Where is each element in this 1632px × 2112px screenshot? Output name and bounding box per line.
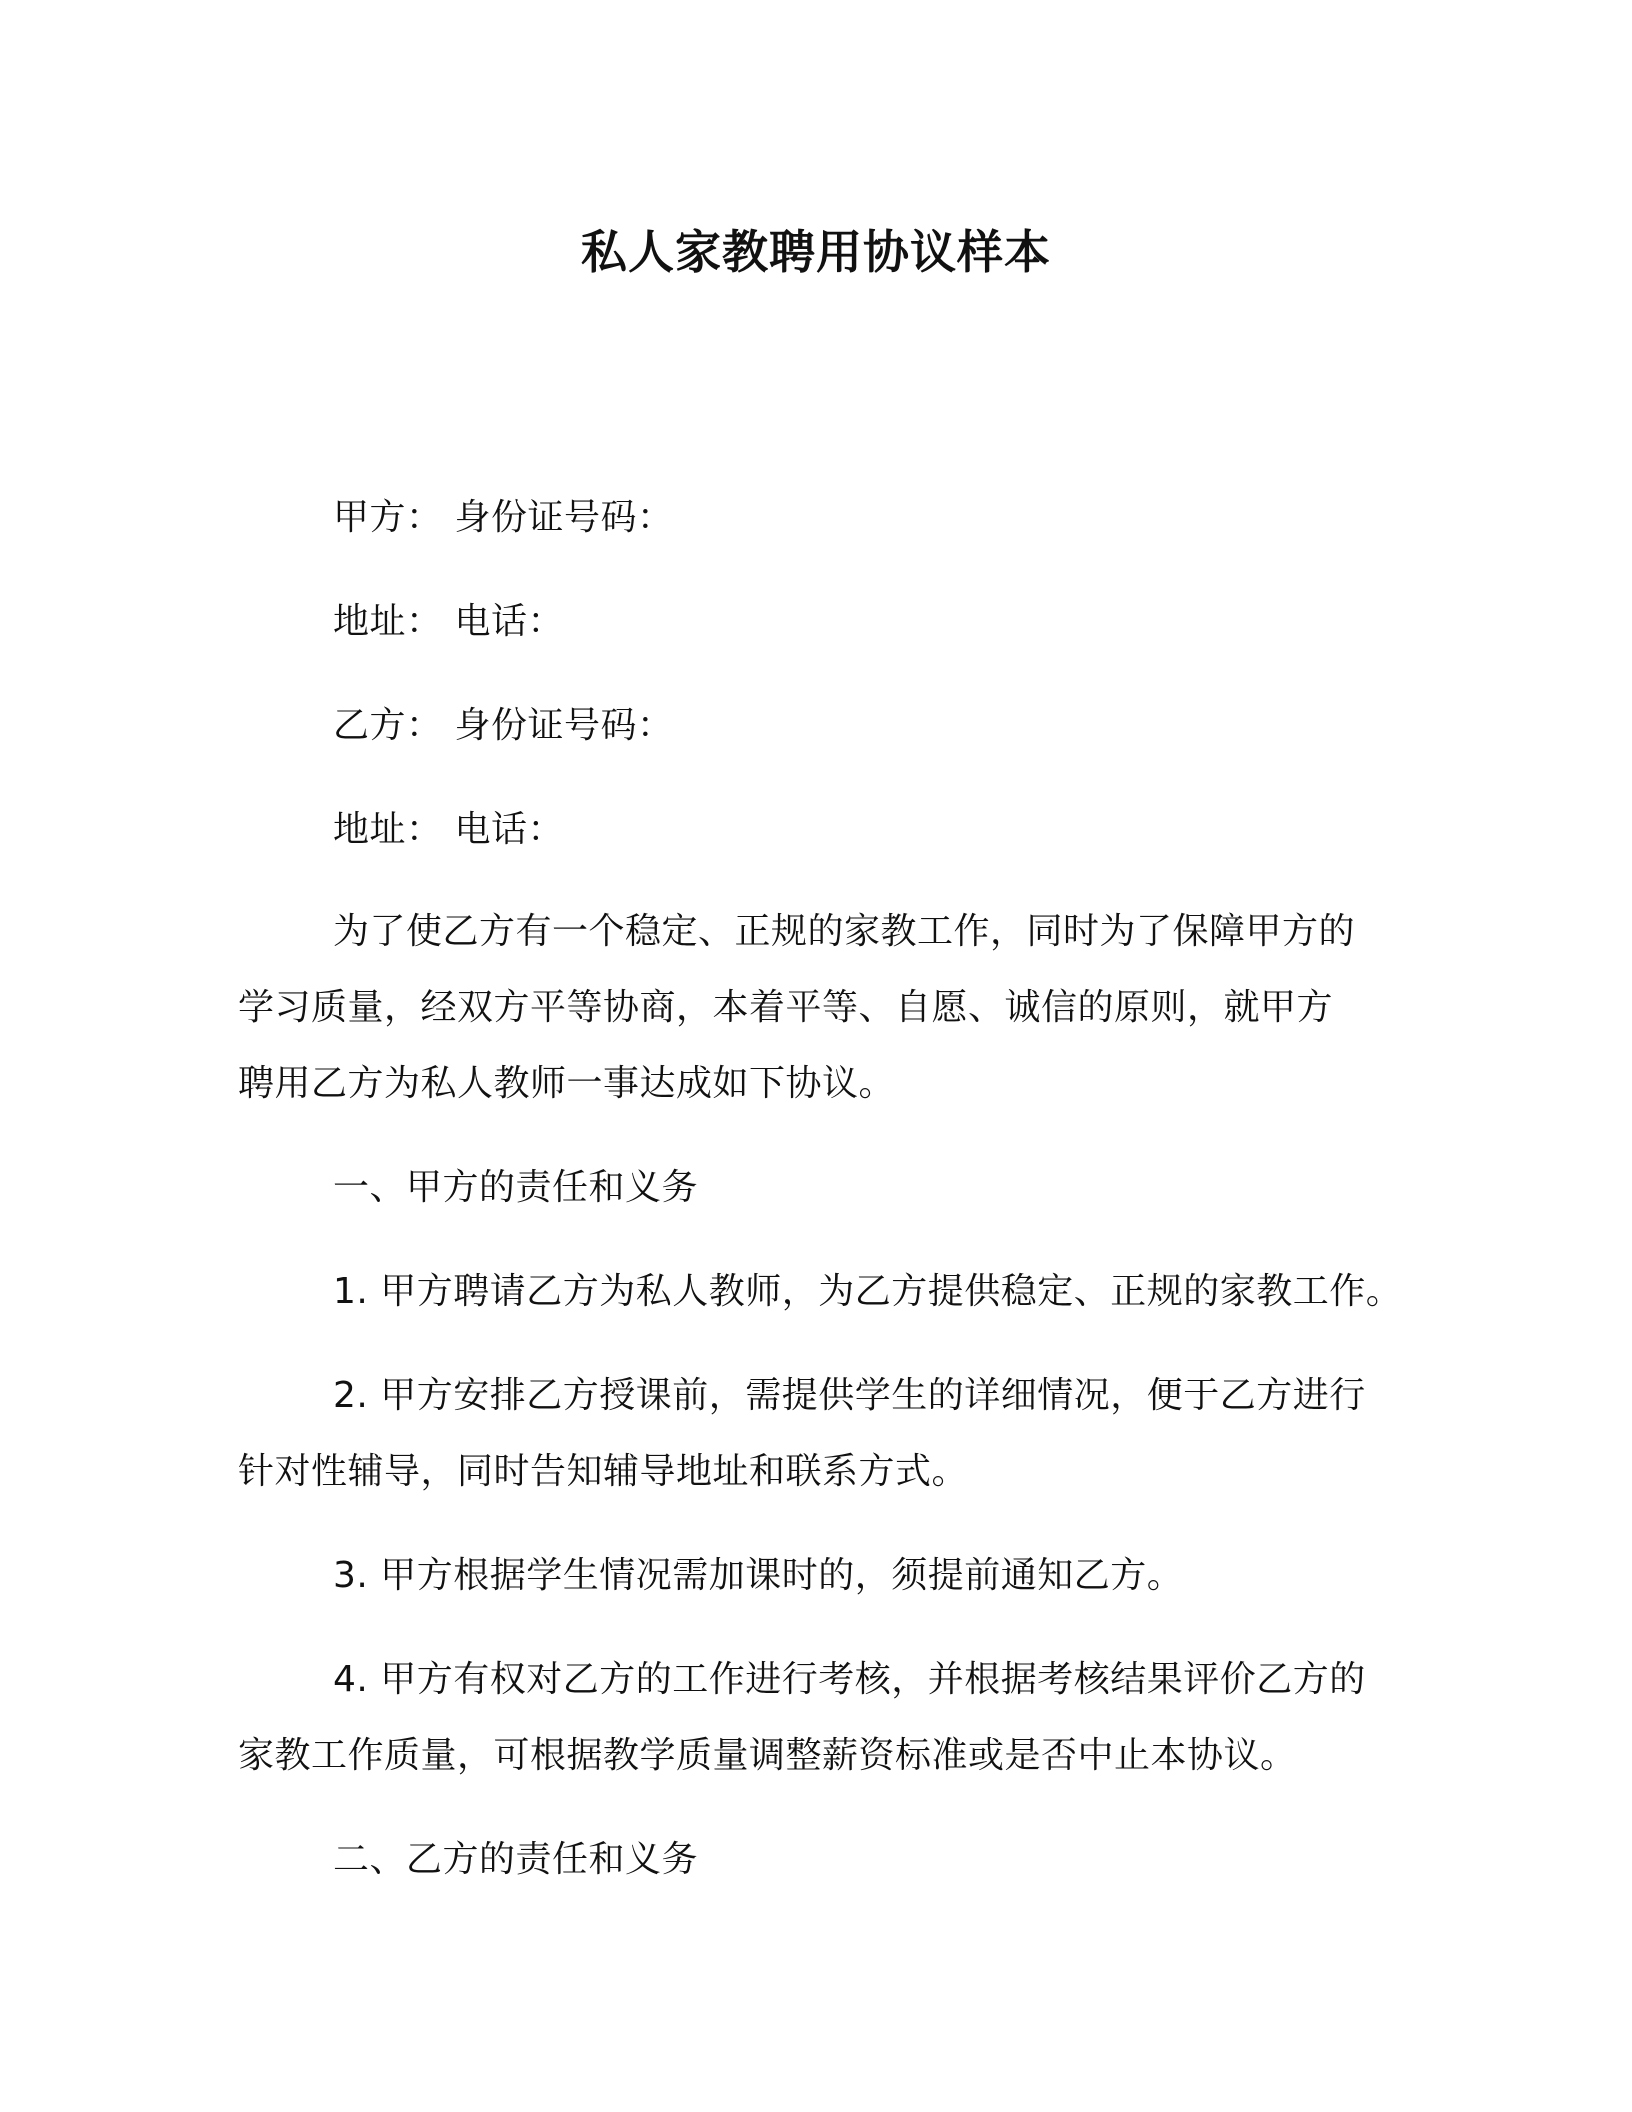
preamble-line-1: 为了使乙方有一个稳定、正规的家教工作，同时为了保障甲方的 (333, 911, 1356, 952)
item-4-line-1: 4. 甲方有权对乙方的工作进行考核，并根据考核结果评价乙方的 (333, 1659, 1366, 1700)
item-4-line-2: 家教工作质量，可根据教学质量调整薪资标准或是否中止本协议。 (238, 1735, 1297, 1776)
preamble-line-2: 学习质量，经双方平等协商，本着平等、自愿、诚信的原则，就甲方 (238, 987, 1334, 1028)
document-title: 私人家教聘用协议样本 (581, 225, 1051, 279)
section-2-heading: 二、乙方的责任和义务 (333, 1839, 699, 1880)
party-a-id-line: 甲方： 身份证号码： (333, 497, 674, 538)
item-2-line-2: 针对性辅导，同时告知辅导地址和联系方式。 (238, 1451, 969, 1492)
section-1-heading: 一、甲方的责任和义务 (333, 1167, 699, 1208)
preamble-line-3: 聘用乙方为私人教师一事达成如下协议。 (238, 1063, 896, 1104)
party-a-contact-line: 地址： 电话： (333, 601, 564, 642)
item-2-line-1: 2. 甲方安排乙方授课前，需提供学生的详细情况，便于乙方进行 (333, 1375, 1366, 1416)
party-b-contact-line: 地址： 电话： (333, 809, 564, 850)
item-3-line-1: 3. 甲方根据学生情况需加课时的，须提前通知乙方。 (333, 1555, 1184, 1596)
item-1-line-1: 1. 甲方聘请乙方为私人教师，为乙方提供稳定、正规的家教工作。 (333, 1271, 1403, 1312)
party-b-id-line: 乙方： 身份证号码： (333, 705, 674, 746)
